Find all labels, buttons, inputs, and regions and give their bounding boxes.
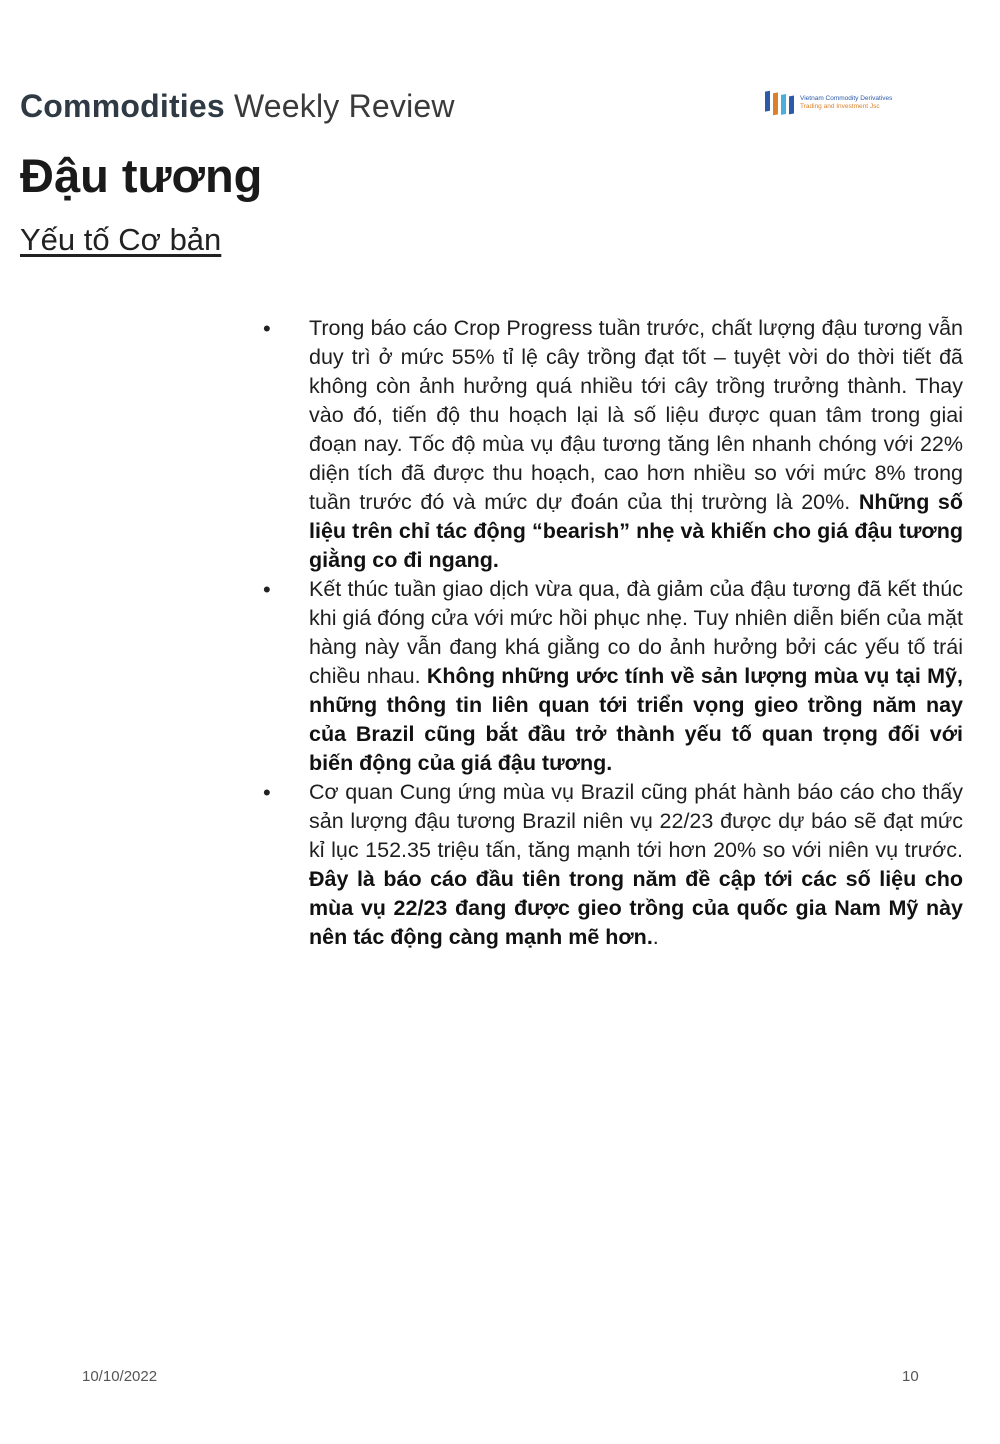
bullet-item <box>263 575 963 778</box>
bullet-tail: . <box>652 925 659 949</box>
bullet-emphasis: Không những ước tính về sản lượng mùa vụ tại Mỹ, những thông tin liên quan tới triển vọng gieo trồng năm nay của Brazil cũng bắt đầu trở thành yếu tố quan trọng đối với biến động của giá đậu tương. <box>309 664 963 775</box>
logo-text-line2: Trading and Investment Jsc <box>800 103 880 110</box>
bullet-emphasis: Đây là báo cáo đầu tiên trong năm đề cập tới các số liệu cho mùa vụ 22/23 đang được gieo trồng của quốc gia Nam Mỹ này nên tác động càng mạnh mẽ hơn. <box>309 867 963 949</box>
bullet-emphasis: Những số liệu trên chỉ tác động “bearish” nhẹ và khiến cho giá đậu tương giằng co đi ngang. <box>309 490 964 572</box>
logo-text-line1: Vietnam Commodity Derivatives <box>800 95 893 102</box>
header-title-strong: Commodities <box>20 88 225 124</box>
company-logo <box>763 86 913 120</box>
header-title-light: Weekly Review <box>233 88 455 124</box>
bullet-text <box>309 778 963 952</box>
bullet-body: Cơ quan Cung ứng mùa vụ Brazil cũng phát hành báo cáo cho thấy sản lượng đậu tương Brazil niên vụ 22/23 được dự báo sẽ đạt mức kỉ lục 152.35 triệu tấn, tăng mạnh tới hơn 20% so với niên vụ trước. <box>309 780 963 862</box>
footer-date: 10/10/2022 <box>82 1368 158 1385</box>
bullet-text <box>309 575 963 778</box>
page-number: 10 <box>902 1368 919 1385</box>
header-title <box>20 88 455 125</box>
bullet-item <box>263 778 963 952</box>
bullet-body: Kết thúc tuần giao dịch vừa qua, đà giảm của đậu tương đã kết thúc khi giá đóng cửa với mức hồi phục nhẹ. Tuy nhiên diễn biến của mặt hàng này vẫn đang khá giằng co do ảnh hưởng bởi các yếu tố trái chiều nhau. <box>309 577 963 688</box>
bullet-item <box>263 314 963 575</box>
company-logo-icon <box>763 86 797 120</box>
logo-text <box>800 95 892 111</box>
page-title: Đậu tương <box>20 149 263 202</box>
bullet-list <box>263 314 963 952</box>
section-title: Yếu tố Cơ bản <box>20 222 222 257</box>
bullet-text <box>309 314 963 575</box>
bullet-icon: • <box>263 316 271 341</box>
bullet-body: Trong báo cáo Crop Progress tuần trước, chất lượng đậu tương vẫn duy trì ở mức 55% tỉ lệ cây trồng đạt tốt – tuyệt vời do thời tiết đã không còn ảnh hưởng quá nhiều tới cây trồng trưởng thành. Thay vào đó, tiến độ thu hoạch lại là số liệu được quan tâm trong giai đoạn nay. Tốc độ mùa vụ đậu tương tăng lên nhanh chóng với 22% diện tích đã được thu hoạch, cao hơn nhiều so với mức 8% trong tuần trước đó và mức dự đoán của thị trường là 20%. <box>309 316 963 514</box>
bullet-icon: • <box>263 780 271 805</box>
bullet-icon: • <box>263 577 271 602</box>
